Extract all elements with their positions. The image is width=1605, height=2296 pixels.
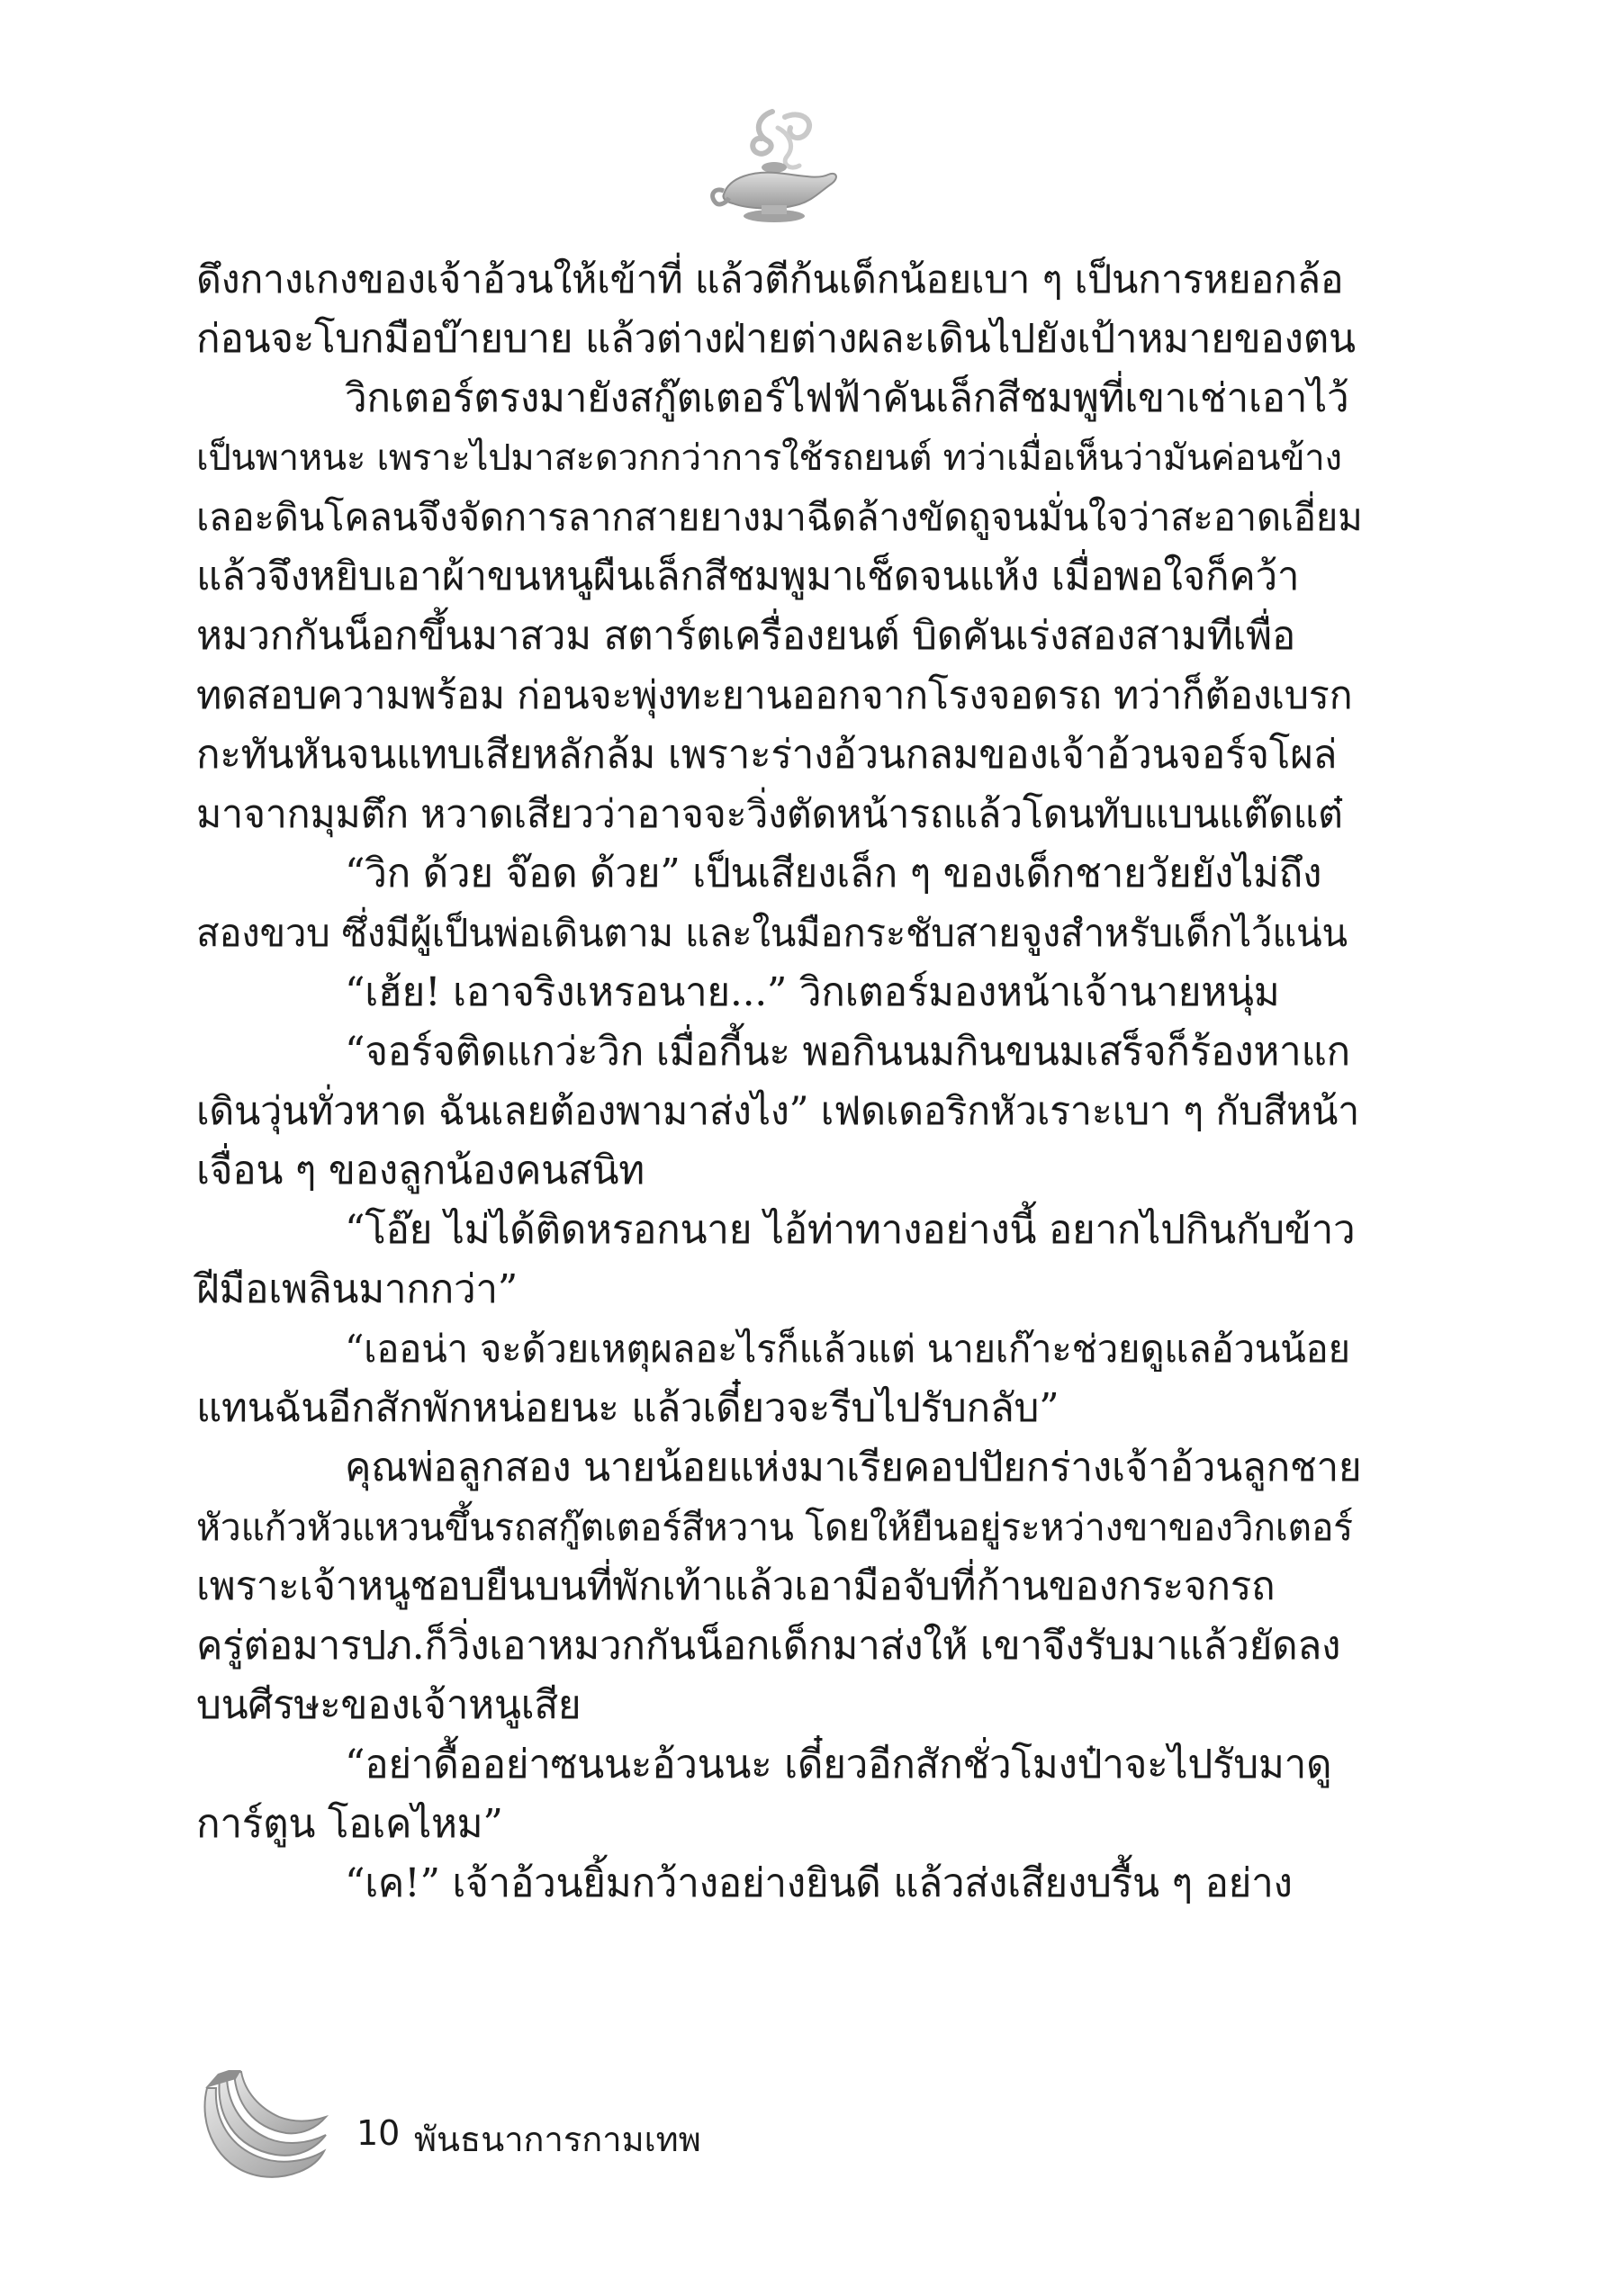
text-line: แล้วจึงหยิบเอาผ้าขนหนูผืนเล็กสีชมพูมาเช็ดจนแห้ง เมื่อพอใจก็คว้า [196, 554, 1300, 599]
text-line: หมวกกันน็อกขึ้นมาสวม สตาร์ตเครื่องยนต์ บิดคันเร่งสองสามทีเพื่อ [196, 613, 1295, 659]
text-line: เจื่อน ๆ ของลูกน้องคนสนิท [196, 1148, 645, 1193]
page-number: 10 [356, 2113, 401, 2153]
text-line: กะทันหันจนแทบเสียหลักล้ม เพราะร่างอ้วนกลมของเจ้าอ้วนจอร์จโผล่ [196, 732, 1338, 778]
text-line: “วิก ด้วย จ๊อด ด้วย” เป็นเสียงเล็ก ๆ ของเด็กชายวัยยังไม่ถึง [345, 851, 1322, 896]
banana-bunch-icon [189, 2061, 333, 2187]
text-line: เดินวุ่นทั่วหาด ฉันเลยต้องพามาส่งไง” เฟดเดอริกหัวเราะเบา ๆ กับสีหน้า [196, 1089, 1359, 1134]
text-line: ฝีมือเพลินมากกว่า” [196, 1266, 518, 1312]
book-title: พันธนาการกามเทพ [414, 2120, 701, 2159]
text-line: การ์ตูน โอเคไหม” [196, 1801, 503, 1847]
text-line: ทดสอบความพร้อม ก่อนจะพุ่งทะยานออกจากโรงจอดรถ ทว่าก็ต้องเบรก [196, 673, 1353, 718]
text-line: คุณพ่อลูกสอง นายน้อยแห่งมาเรียคอปปัยกร่างเจ้าอ้วนลูกชาย [345, 1445, 1362, 1490]
text-line: “เออน่า จะด้วยเหตุผลอะไรก็แล้วแต่ นายเก๊าะช่วยดูแลอ้วนน้อย [345, 1327, 1350, 1371]
text-line: “โอ๊ย ไม่ได้ติดหรอกนาย ไอ้ท่าทางอย่างนี้ อยากไปกินกับข้าว [345, 1207, 1356, 1253]
text-line: สองขวบ ซึ่งมีผู้เป็นพ่อเดินตาม และในมือกระชับสายจูงสำหรับเด็กไว้แน่น [196, 911, 1348, 955]
text-line: “จอร์จติดแกว่ะวิก เมื่อกี้นะ พอกินนมกินขนมเสร็จก็ร้องหาแก [345, 1029, 1350, 1075]
text-line: แทนฉันอีกสักพักหน่อยนะ แล้วเดี๋ยวจะรีบไปรับกลับ” [196, 1385, 1059, 1431]
text-line: “อย่าดื้ออย่าซนนะอ้วนนะ เดี๋ยวอีกสักชั่วโมงป๋าจะไปรับมาดู [345, 1742, 1332, 1787]
text-line: “เค!” เจ้าอ้วนยิ้มกว้างอย่างยินดี แล้วส่งเสียงบรื้น ๆ อย่าง [345, 1860, 1293, 1906]
text-line: ก่อนจะโบกมือบ๊ายบาย แล้วต่างฝ่ายต่างผละเดินไปยังเป้าหมายของตน [196, 316, 1356, 362]
text-line: เลอะดินโคลนจึงจัดการลากสายยางมาฉีดล้างขัดถูจนมั่นใจว่าสะอาดเอี่ยม [196, 495, 1363, 539]
text-line: บนศีรษะของเจ้าหนูเสีย [196, 1682, 582, 1728]
body-text [196, 250, 1366, 1913]
text-line: มาจากมุมตึก หวาดเสียวว่าอาจจะวิ่งตัดหน้ารถแล้วโดนทับแบนแต๊ดแต๋ [196, 792, 1343, 837]
text-line: “เฮ้ย! เอาจริงเหรอนาย...” วิกเตอร์มองหน้าเจ้านายหนุ่ม [345, 969, 1280, 1015]
text-line: ครู่ต่อมารปภ.ก็วิ่งเอาหมวกกันน็อกเด็กมาส่งให้ เขาจึงรับมาแล้วยัดลง [196, 1623, 1341, 1669]
page-footer [189, 2061, 999, 2187]
text-line: หัวแก้วหัวแหวนขึ้นรถสกู๊ตเตอร์สีหวาน โดยให้ยืนอยู่ระหว่างขาของวิกเตอร์ [196, 1506, 1353, 1549]
text-line: เป็นพาหนะ เพราะไปมาสะดวกกว่าการใช้รถยนต์ ทว่าเมื่อเห็นว่ามันค่อนข้าง [196, 437, 1342, 479]
magic-lamp-icon [702, 101, 846, 236]
text-line: วิกเตอร์ตรงมายังสกู๊ตเตอร์ไฟฟ้าคันเล็กสีชมพูที่เขาเช่าเอาไว้ [345, 375, 1349, 421]
text-line: ดึงกางเกงของเจ้าอ้วนให้เข้าที่ แล้วตีก้นเด็กน้อยเบา ๆ เป็นการหยอกล้อ [196, 257, 1344, 302]
text-line: เพราะเจ้าหนูชอบยืนบนที่พักเท้าแล้วเอามือจับที่ก้านของกระจกรถ [196, 1563, 1276, 1609]
